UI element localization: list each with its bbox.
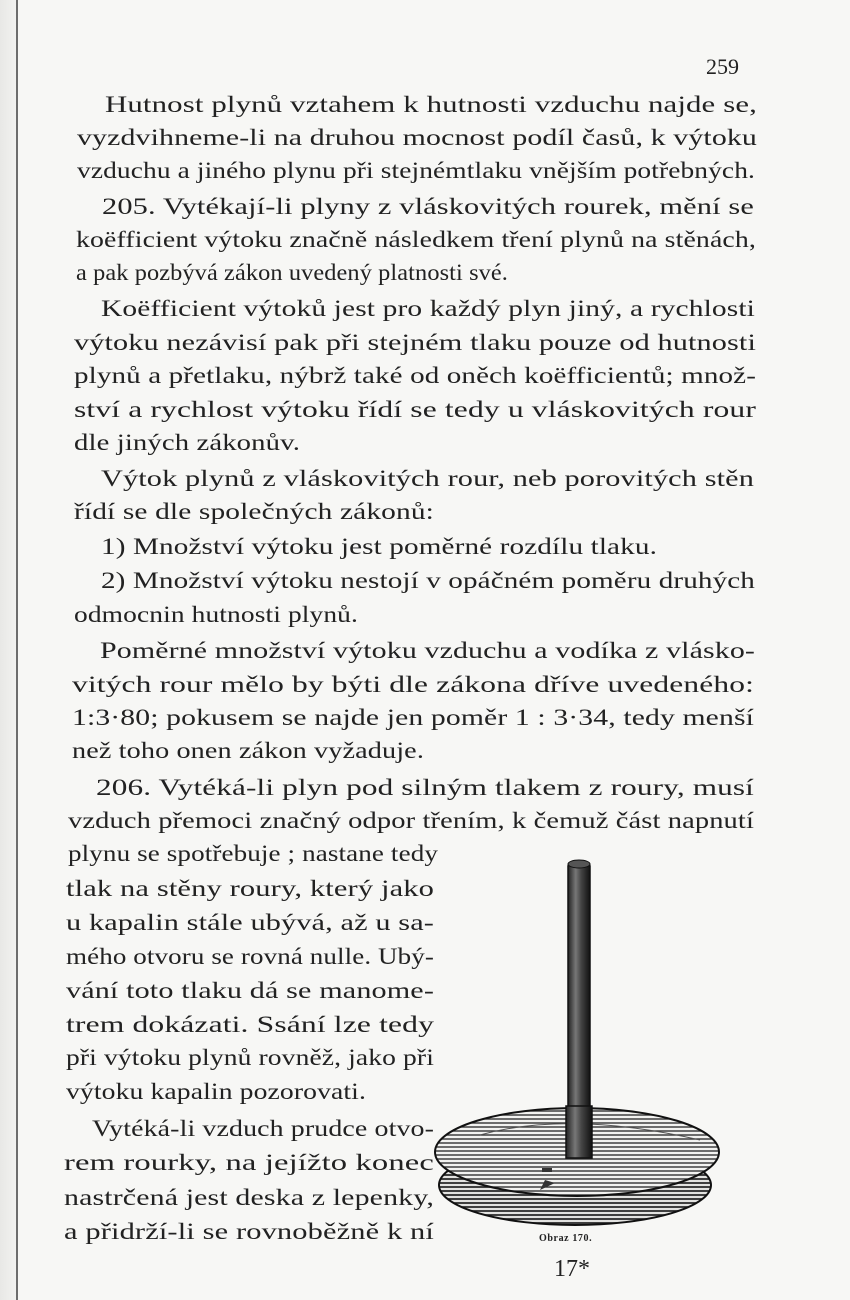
text-line: vitých rour mělo by býti dle zákona dříve uvedeného: xyxy=(72,672,754,697)
text-line: a pak pozbývá zákon uvedený platnosti své. xyxy=(76,260,508,285)
text-line: vání toto tlaku dá se manome- xyxy=(66,978,434,1003)
text-line: než toho onen zákon vyžaduje. xyxy=(72,738,425,763)
page-number: 259 xyxy=(706,54,739,79)
text-line: Koëfficient výtoků jest pro každý plyn jiný, a rychlosti xyxy=(101,296,755,321)
text-line: vzduchu a jiného plynu při stejnémtlaku vnějším potřebných. xyxy=(77,158,755,183)
text-line: výtoku nezávisí pak při stejném tlaku pouze od hutnosti xyxy=(74,330,756,355)
text-line: rem rourky, na jejížto konec xyxy=(64,1150,434,1175)
text-line: 1) Množství výtoku jest poměrné rozdílu tlaku. xyxy=(101,534,657,559)
text-line: Vytéká-li vzduch prudce otvo- xyxy=(92,1116,434,1141)
figure-170-illustration xyxy=(420,850,730,1240)
text-line: vyzdvihneme-li na druhou mocnost podíl časů, k výtoku xyxy=(77,125,757,150)
text-line: mého otvoru se rovná nulle. Ubý- xyxy=(66,944,434,969)
text-line: koëfficient výtoku značně následkem tření plynů na stěnách, xyxy=(76,227,756,252)
text-line: u kapalin stále ubývá, až u sa- xyxy=(66,910,434,935)
text-line: tlak na stěny roury, který jako xyxy=(66,876,434,901)
text-line: výtoku kapalin pozorovati. xyxy=(66,1079,366,1104)
figure-caption: Obraz 170. xyxy=(539,1233,593,1244)
text-line: vzduch přemoci značný odpor třením, k čemuž část napnutí xyxy=(68,808,754,833)
text-line: odmocnin hutnosti plynů. xyxy=(74,602,358,627)
text-line: a přidrží-li se rovnoběžně k ní xyxy=(64,1219,434,1244)
text-line: dle jiných zákonův. xyxy=(74,430,300,455)
binding-edge xyxy=(16,0,18,1300)
text-line: 2) Množství výtoku nestojí v opáčném poměru druhých xyxy=(101,568,755,593)
text-line: plynů a přetlaku, nýbrž také od oněch koëfficientů; množ- xyxy=(74,363,756,388)
text-line: nastrčená jest deska z lepenky, xyxy=(64,1185,434,1210)
text-line: Výtok plynů z vláskovitých rour, neb porovitých stěn xyxy=(101,466,754,491)
text-line: 1:3·80; pokusem se najde jen poměr 1 : 3·34, tedy menší xyxy=(72,705,754,730)
text-line: 205. Vytékají-li plyny z vláskovitých rourek, mění se xyxy=(102,194,754,219)
text-line: Poměrné množství výtoku vzduchu a vodíka z vlásko- xyxy=(100,638,755,663)
text-line: trem dokázati. Ssání lze tedy xyxy=(66,1012,434,1037)
text-line: řídí se dle společných zákonů: xyxy=(74,499,434,524)
signature-mark: 17* xyxy=(554,1256,590,1282)
tube-and-disc-icon xyxy=(420,850,730,1240)
text-line: 206. Vytéká-li plyn pod silným tlakem z roury, musí xyxy=(96,775,754,800)
text-line: plynu se spotřebuje ; nastane tedy xyxy=(68,841,438,866)
text-line: při výtoku plynů rovněž, jako při xyxy=(66,1045,434,1070)
text-line: Hutnost plynů vztahem k hutnosti vzduchu najde se, xyxy=(105,92,757,117)
text-line: ství a rychlost výtoku řídí se tedy u vláskovitých rour xyxy=(74,397,756,422)
